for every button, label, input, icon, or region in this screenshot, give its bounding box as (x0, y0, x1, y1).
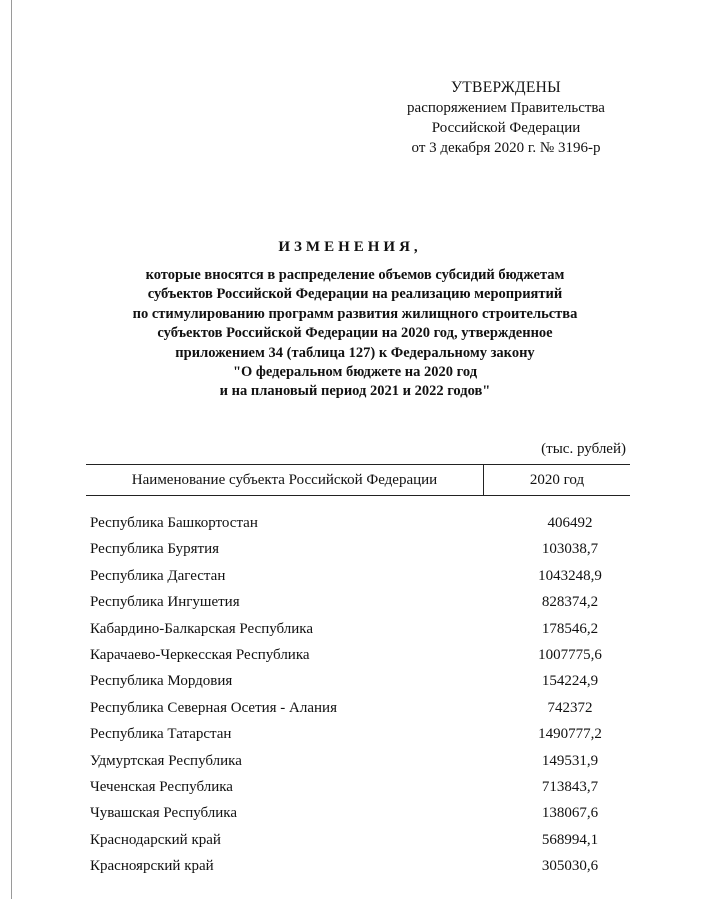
subtitle-line: и на плановый период 2021 и 2022 годов" (219, 383, 491, 400)
subject-value: 138067,6 (541, 805, 599, 822)
subtitle-line: которые вносятся в распределение объемов субсидий бюджетам (145, 267, 565, 283)
table-row (90, 616, 630, 642)
subject-name: Республика Ингушетия (90, 594, 240, 611)
subtitle-line: "О федеральном бюджете на 2020 год (232, 364, 478, 381)
subject-name: Республика Татарстан (90, 726, 232, 743)
document-title: ИЗМЕНЕНИЯ, (278, 239, 422, 255)
table-row (90, 827, 630, 853)
subtitle-line: субъектов Российской Федерации на 2020 год, утвержденное (157, 325, 553, 342)
subject-value: 742372 (547, 699, 593, 716)
table-row (90, 536, 630, 562)
subtitle-line: субъектов Российской Федерации на реализацию мероприятий (147, 286, 563, 303)
document-subtitle (90, 266, 620, 402)
table-row (90, 668, 630, 694)
subject-name: Красноярский край (90, 858, 214, 875)
approval-line: от 3 декабря 2020 г. № 3196-р (411, 140, 601, 156)
subject-name: Республика Башкортостан (90, 515, 258, 531)
table-row (90, 853, 630, 879)
table-row (90, 748, 630, 774)
table-row (90, 563, 630, 589)
subject-name: Чеченская Республика (90, 778, 233, 795)
approval-heading: УТВЕРЖДЕНЫ (451, 79, 561, 96)
subject-value: 305030,6 (541, 858, 599, 875)
column-header-year: 2020 год (529, 472, 585, 488)
subtitle-line: по стимулированию программ развития жилищного строительства (132, 305, 578, 322)
units-label: (тыс. рублей) (541, 441, 626, 457)
subject-value: 178546,2 (541, 620, 599, 637)
approval-line: распоряжением Правительства (407, 100, 605, 116)
subject-value: 103038,7 (541, 541, 599, 558)
subject-name: Республика Северная Осетия - Алания (90, 699, 337, 716)
subject-name: Республика Дагестан (90, 567, 226, 584)
table-row (90, 642, 630, 668)
subject-name: Республика Бурятия (90, 541, 220, 558)
subject-value: 149531,9 (541, 752, 599, 769)
subject-value: 406492 (547, 515, 593, 531)
subject-value: 713843,7 (541, 778, 599, 795)
table-row (90, 510, 630, 536)
subject-name: Карачаево-Черкесская Республика (90, 646, 310, 663)
table-row (90, 721, 630, 747)
table-header (86, 464, 630, 496)
subject-value: 568994,1 (541, 831, 599, 848)
table-row (90, 800, 630, 826)
column-header-subject: Наименование субъекта Российской Федерации (86, 465, 484, 495)
subject-name: Удмуртская Республика (90, 752, 242, 769)
subject-value: 1490777,2 (538, 726, 602, 743)
table-row (90, 589, 630, 615)
subject-name: Краснодарский край (90, 831, 221, 848)
subject-name: Чувашская Республика (90, 805, 238, 822)
subject-name: Кабардино-Балкарская Республика (90, 620, 314, 637)
subject-name: Республика Мордовия (90, 673, 233, 690)
approval-stamp (395, 78, 617, 158)
table-body (90, 510, 630, 879)
subject-value: 1043248,9 (538, 567, 602, 584)
approval-line: Российской Федерации (431, 120, 581, 136)
subject-value: 154224,9 (541, 673, 599, 690)
table-row (90, 695, 630, 721)
subject-value: 828374,2 (541, 594, 599, 611)
subject-value: 1007775,6 (538, 646, 602, 663)
subtitle-line: приложением 34 (таблица 127) к Федеральному закону (175, 344, 535, 361)
table-row (90, 774, 630, 800)
page-border-line (11, 0, 12, 899)
